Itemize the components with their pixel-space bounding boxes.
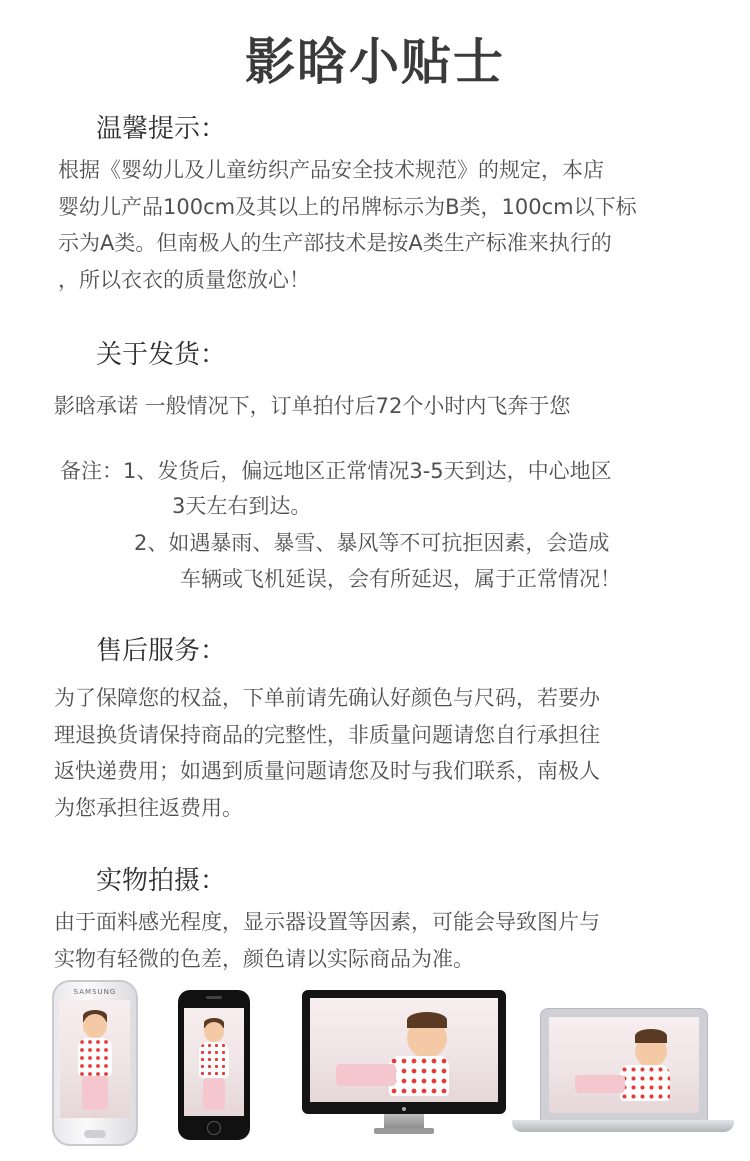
text-line: 示为A类。但南极人的生产部技术是按A类生产标准来执行的 — [58, 231, 612, 255]
laptop-screen — [549, 1017, 699, 1113]
home-button — [84, 1130, 106, 1138]
text-line: 根据《婴幼儿及儿童纺织产品安全技术规范》的规定，本店 — [58, 158, 604, 182]
section-heading-shipping: 关于发货： — [96, 340, 227, 370]
monitor-stand — [374, 1128, 434, 1134]
shipping-promise: 影晗承诺 一般情况下，订单拍付后72个小时内飞奔于您 — [54, 394, 571, 418]
desktop-monitor-image — [302, 990, 506, 1140]
monitor-screen — [310, 998, 498, 1102]
samsung-phone-image — [52, 980, 138, 1146]
iphone-image — [178, 990, 250, 1140]
monitor-neck — [384, 1114, 424, 1128]
text-line: 为您承担往返费用。 — [54, 795, 243, 820]
shipping-note-2-cont: 车辆或飞机延误，会有所延迟，属于正常情况！ — [180, 567, 621, 591]
power-indicator — [402, 1107, 406, 1111]
shipping-note-1: 备注：1、发货后，偏远地区正常情况3-5天到达，中心地区 — [60, 459, 612, 483]
text-line: 返快递费用；如遇到质量问题请您及时与我们联系，南极人 — [54, 759, 600, 783]
speaker-slot — [206, 996, 222, 999]
laptop-base — [512, 1120, 734, 1132]
reminder-text — [58, 152, 637, 298]
text-line: 婴幼儿产品100cm及其以上的吊牌标示为B类，100cm以下标 — [58, 194, 637, 219]
phone-brand-label: SAMSUNG — [73, 988, 117, 996]
shipping-note-1-cont: 3天左右到达。 — [172, 494, 312, 518]
text-line: 实物有轻微的色差，颜色请以实际商品为准。 — [54, 946, 474, 971]
section-heading-after-sales: 售后服务： — [96, 636, 227, 666]
phone-screen — [60, 1000, 130, 1118]
text-line: 理退换货请保持商品的完整性，非质量问题请您自行承担往 — [54, 722, 600, 747]
monitor-bezel — [302, 990, 506, 1114]
real-photos-text — [54, 904, 600, 977]
page-title: 影晗小贴士 — [245, 32, 505, 91]
text-line: 由于面料感光程度，显示器设置等因素，可能会导致图片与 — [54, 910, 600, 934]
laptop-lid — [540, 1008, 708, 1122]
after-sales-text — [54, 680, 600, 826]
text-line: ，所以衣衣的质量您放心！ — [58, 267, 310, 292]
home-button — [207, 1121, 221, 1135]
iphone-screen — [184, 1008, 244, 1116]
section-heading-reminder: 温馨提示： — [96, 114, 227, 144]
shipping-note-2: 2、如遇暴雨、暴雪、暴风等不可抗拒因素，会造成 — [134, 531, 610, 555]
laptop-image — [512, 1008, 734, 1140]
text-line: 为了保障您的权益，下单前请先确认好颜色与尺码，若要办 — [54, 686, 600, 710]
section-heading-real-photos: 实物拍摄： — [96, 866, 227, 896]
